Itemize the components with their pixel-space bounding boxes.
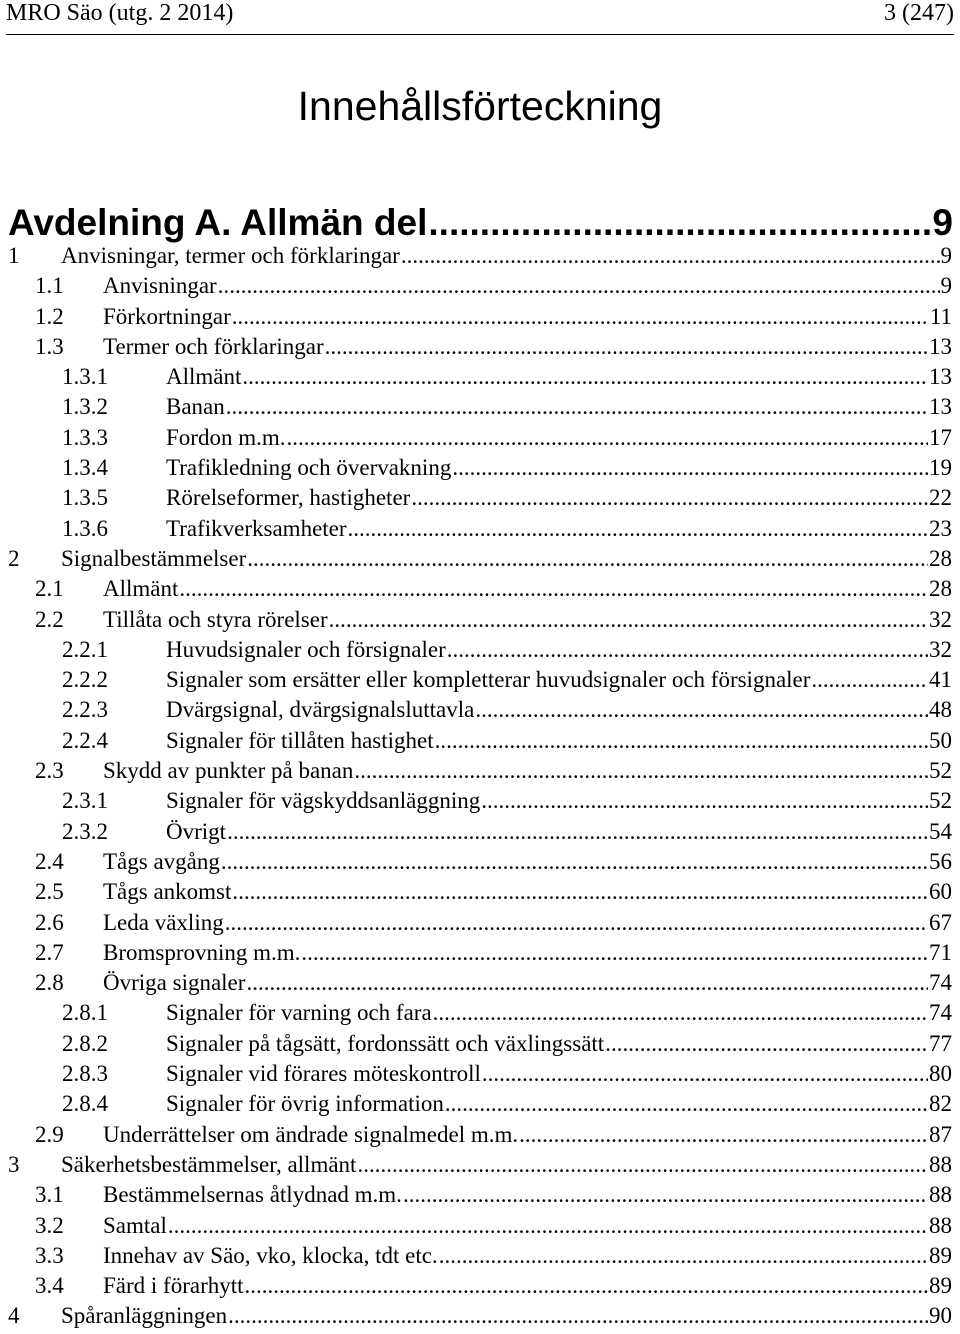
toc-entry-number: 4 — [8, 1303, 20, 1329]
toc-entry[interactable] — [0, 635, 960, 665]
toc-entry-page: 60 — [929, 879, 952, 905]
document-id: MRO Säo (utg. 2 2014) — [6, 0, 234, 26]
dot-leader — [227, 817, 928, 847]
toc-entry-number: 2.3.1 — [62, 788, 108, 814]
toc-entry-number: 2.8 — [35, 970, 64, 996]
toc-entry[interactable] — [0, 1089, 960, 1119]
toc-entry-page: 82 — [929, 1091, 952, 1117]
toc-entry[interactable] — [0, 817, 960, 847]
toc-entry-number: 2.4 — [35, 848, 64, 874]
toc-entry-page: 71 — [929, 939, 952, 965]
section-label: Avdelning A. Allmän del — [8, 202, 428, 243]
dot-leader — [401, 241, 940, 271]
toc-entry[interactable] — [0, 1059, 960, 1089]
toc-entry[interactable] — [0, 483, 960, 513]
toc-entry-page: 74 — [929, 970, 952, 996]
toc-entry-page: 9 — [940, 243, 952, 268]
toc-entry-number: 2.8.3 — [62, 1061, 108, 1087]
dot-leader — [218, 271, 940, 301]
toc-entry[interactable] — [0, 1301, 960, 1331]
toc-entry[interactable] — [0, 786, 960, 816]
toc-entry-number: 2.3.2 — [62, 818, 108, 844]
section-page: 9 — [932, 202, 953, 243]
toc-entry-number: 2.2 — [35, 606, 64, 632]
page-title: Innehållsförteckning — [297, 83, 663, 129]
dot-leader — [225, 908, 928, 938]
toc-entry[interactable] — [0, 938, 960, 968]
toc-entry-number: 2.7 — [35, 939, 64, 965]
toc-entry-title: Signaler för övrig information — [166, 1091, 444, 1117]
toc-entry-page: 41 — [929, 667, 952, 693]
toc-entry-number: 1.1 — [35, 273, 64, 299]
toc-entry[interactable] — [0, 1271, 960, 1301]
dot-leader — [475, 695, 928, 725]
toc-entry-title: Signaler vid förares möteskontroll — [166, 1061, 481, 1087]
toc-entry[interactable] — [0, 756, 960, 786]
toc-entry-title: Signalbestämmelser — [61, 545, 247, 571]
toc-entry[interactable] — [0, 544, 960, 574]
toc-entry-title: Bestämmelsernas åtlydnad m.m. — [103, 1182, 402, 1208]
toc-entry-page: 17 — [929, 424, 952, 450]
toc-entry-title: Signaler som ersätter eller kompletterar huvudsignaler och försignaler — [166, 667, 811, 693]
dot-leader — [232, 302, 929, 332]
toc-entry-title: Tillåta och styra rörelser — [103, 606, 328, 632]
toc-entry-page: 28 — [929, 576, 952, 602]
toc-entry-number: 2.8.1 — [62, 1000, 108, 1026]
toc-entry-page: 50 — [929, 727, 952, 753]
toc-entry-page: 87 — [929, 1121, 952, 1147]
toc-entry-page: 13 — [929, 394, 952, 420]
page-header — [6, 0, 954, 35]
toc-entry-title: Signaler för varning och fara — [166, 1000, 432, 1026]
toc-entry-number: 2.8.4 — [62, 1091, 108, 1117]
toc-entry-title: Skydd av punkter på banan — [103, 758, 354, 784]
page-number: 3 (247) — [884, 0, 954, 26]
toc-entry-number: 2.2.1 — [62, 636, 108, 662]
toc-entry-number: 1.3.3 — [62, 424, 108, 450]
dot-leader — [325, 332, 928, 362]
dot-leader — [411, 483, 928, 513]
dot-leader — [286, 423, 928, 453]
toc-entry-title: Huvudsignaler och försignaler — [166, 636, 446, 662]
toc-section-heading[interactable] — [8, 198, 953, 244]
toc-entry-number: 3.4 — [35, 1273, 64, 1299]
toc-entry-page: 11 — [929, 303, 952, 329]
toc-entry[interactable] — [0, 241, 960, 271]
toc-entry-number: 2.9 — [35, 1121, 64, 1147]
toc-entry-title: Rörelseformer, hastigheter — [166, 485, 411, 511]
toc-entry-title: Fordon m.m. — [166, 424, 286, 450]
dot-leader — [168, 1211, 928, 1241]
toc-entry-page: 74 — [929, 1000, 952, 1026]
toc-entry-title: Underrättelser om ändrade signalmedel m.m. — [103, 1121, 519, 1147]
toc-entry[interactable] — [0, 1029, 960, 1059]
toc-entry-number: 1 — [8, 243, 20, 268]
toc-entry-page: 54 — [929, 818, 952, 844]
dot-leader — [447, 635, 928, 665]
toc-entry-number: 3.2 — [35, 1212, 64, 1238]
toc-entry[interactable] — [0, 1180, 960, 1210]
toc-entry[interactable] — [0, 362, 960, 392]
toc-entry-title: Trafikverksamheter — [166, 515, 347, 541]
toc-entry-title: Termer och förklaringar — [103, 333, 324, 359]
toc-entry-page: 23 — [929, 515, 952, 541]
toc-entry-page: 9 — [940, 273, 952, 299]
toc-entry[interactable] — [0, 877, 960, 907]
toc-entry-page: 52 — [929, 788, 952, 814]
toc-entry-number: 1.2 — [35, 303, 64, 329]
dot-leader — [811, 665, 928, 695]
toc-entry[interactable] — [0, 392, 960, 422]
toc-entry[interactable] — [0, 1211, 960, 1241]
dot-leader — [301, 938, 928, 968]
toc-entry-page: 32 — [929, 606, 952, 632]
dot-leader — [482, 1059, 928, 1089]
toc-entry-page: 89 — [929, 1273, 952, 1299]
toc-entry-number: 2.2.3 — [62, 697, 108, 723]
toc-entry-number: 3 — [8, 1151, 20, 1177]
dot-leader — [247, 544, 928, 574]
toc-entry-number: 2.3 — [35, 758, 64, 784]
toc-entry-title: Allmänt — [166, 364, 242, 390]
toc-entry-number: 1.3.1 — [62, 364, 108, 390]
toc-entry-title: Tågs ankomst — [103, 879, 232, 905]
dot-leader — [433, 998, 928, 1028]
toc-entry-number: 3.3 — [35, 1242, 64, 1268]
toc-entry[interactable] — [0, 726, 960, 756]
toc-entry-page: 88 — [929, 1212, 952, 1238]
toc-entry-page: 77 — [929, 1030, 952, 1056]
toc-entry-title: Signaler för tillåten hastighet — [166, 727, 434, 753]
toc-entry-title: Innehav av Säo, vko, klocka, tdt etc. — [103, 1242, 438, 1268]
toc-entry-number: 1.3.2 — [62, 394, 108, 420]
toc-entry[interactable] — [0, 847, 960, 877]
toc-entry-page: 28 — [929, 545, 952, 571]
dot-leader — [226, 392, 928, 422]
toc-entry[interactable] — [0, 605, 960, 635]
toc-entry[interactable] — [0, 574, 960, 604]
toc-entry[interactable] — [0, 453, 960, 483]
toc-entry-number: 1.3.6 — [62, 515, 108, 541]
toc-entry-number: 2.1 — [35, 576, 64, 602]
toc-entry[interactable] — [0, 271, 960, 301]
dot-leader — [357, 1150, 928, 1180]
dot-leader — [242, 362, 928, 392]
toc-entry-title: Signaler för vägskyddsanläggning — [166, 788, 481, 814]
dot-leader — [179, 574, 928, 604]
dot-leader — [403, 1180, 928, 1210]
dot-leader — [246, 968, 928, 998]
toc-entry-title: Övriga signaler — [103, 970, 246, 996]
toc-entry-number: 2.5 — [35, 879, 64, 905]
toc-entry-number: 3.1 — [35, 1182, 64, 1208]
dot-leader — [245, 1271, 928, 1301]
dot-leader — [428, 202, 931, 244]
toc-entry-number: 1.3.4 — [62, 455, 108, 481]
toc-entry-page: 56 — [929, 848, 952, 874]
dot-leader — [519, 1120, 928, 1150]
toc-entry-title: Dvärgsignal, dvärgsignalsluttavla — [166, 697, 475, 723]
toc-entry-title: Tågs avgång — [103, 848, 220, 874]
dot-leader — [348, 514, 928, 544]
toc-entry[interactable] — [0, 302, 960, 332]
toc-entry-page: 67 — [929, 909, 952, 935]
toc-entry-page: 13 — [929, 364, 952, 390]
toc-entry-title: Säkerhetsbestämmelser, allmänt — [61, 1151, 357, 1177]
toc-entry-page: 48 — [929, 697, 952, 723]
toc-entry-page: 88 — [929, 1151, 952, 1177]
toc-entry-title: Bromsprovning m.m. — [103, 939, 301, 965]
toc-entry[interactable] — [0, 908, 960, 938]
toc-entry-page: 52 — [929, 758, 952, 784]
toc-entry-title: Leda växling — [103, 909, 224, 935]
dot-leader — [354, 756, 928, 786]
toc-entry-title: Banan — [166, 394, 225, 420]
toc-entry-title: Anvisningar — [103, 273, 217, 299]
dot-leader — [329, 605, 928, 635]
dot-leader — [232, 877, 928, 907]
toc-entry-page: 22 — [929, 485, 952, 511]
toc-entry-page: 89 — [929, 1242, 952, 1268]
toc-entry-title: Allmänt — [103, 576, 179, 602]
toc-entry-number: 1.3 — [35, 333, 64, 359]
toc-entry[interactable] — [0, 665, 960, 695]
toc-entry[interactable] — [0, 998, 960, 1028]
toc-entry-number: 2.2.2 — [62, 667, 108, 693]
toc-entry-number: 2 — [8, 545, 20, 571]
toc-entry[interactable] — [0, 1120, 960, 1150]
toc-entry-title: Samtal — [103, 1212, 167, 1238]
toc-entry-number: 2.6 — [35, 909, 64, 935]
toc-entry-page: 80 — [929, 1061, 952, 1087]
toc-entry-number: 2.8.2 — [62, 1030, 108, 1056]
dot-leader — [435, 726, 928, 756]
toc-entry-page: 13 — [929, 333, 952, 359]
table-of-contents — [0, 241, 960, 1332]
dot-leader — [221, 847, 928, 877]
toc-entry[interactable] — [0, 1241, 960, 1271]
dot-leader — [452, 453, 928, 483]
toc-entry-page: 90 — [929, 1303, 952, 1329]
toc-entry[interactable] — [0, 968, 960, 998]
toc-entry-title: Övrigt — [166, 818, 227, 844]
dot-leader — [228, 1301, 928, 1331]
dot-leader — [439, 1241, 928, 1271]
toc-entry[interactable] — [0, 514, 960, 544]
toc-entry-page: 88 — [929, 1182, 952, 1208]
toc-entry-title: Spåranläggningen — [61, 1303, 228, 1329]
toc-entry-title: Trafikledning och övervakning — [166, 455, 452, 481]
toc-entry-number: 2.2.4 — [62, 727, 108, 753]
toc-entry-title: Färd i förarhytt — [103, 1273, 244, 1299]
toc-entry-page: 32 — [929, 636, 952, 662]
toc-entry-number: 1.3.5 — [62, 485, 108, 511]
toc-entry[interactable] — [0, 332, 960, 362]
toc-entry-title: Signaler på tågsätt, fordonssätt och växlingssätt — [166, 1030, 605, 1056]
dot-leader — [605, 1029, 928, 1059]
toc-entry-title: Anvisningar, termer och förklaringar — [61, 243, 400, 268]
dot-leader — [481, 786, 928, 816]
toc-entry-title: Förkortningar — [103, 303, 231, 329]
dot-leader — [445, 1089, 928, 1119]
toc-entry[interactable] — [0, 423, 960, 453]
toc-entry[interactable] — [0, 695, 960, 725]
toc-entry-page: 19 — [929, 455, 952, 481]
toc-entry[interactable] — [0, 1150, 960, 1180]
